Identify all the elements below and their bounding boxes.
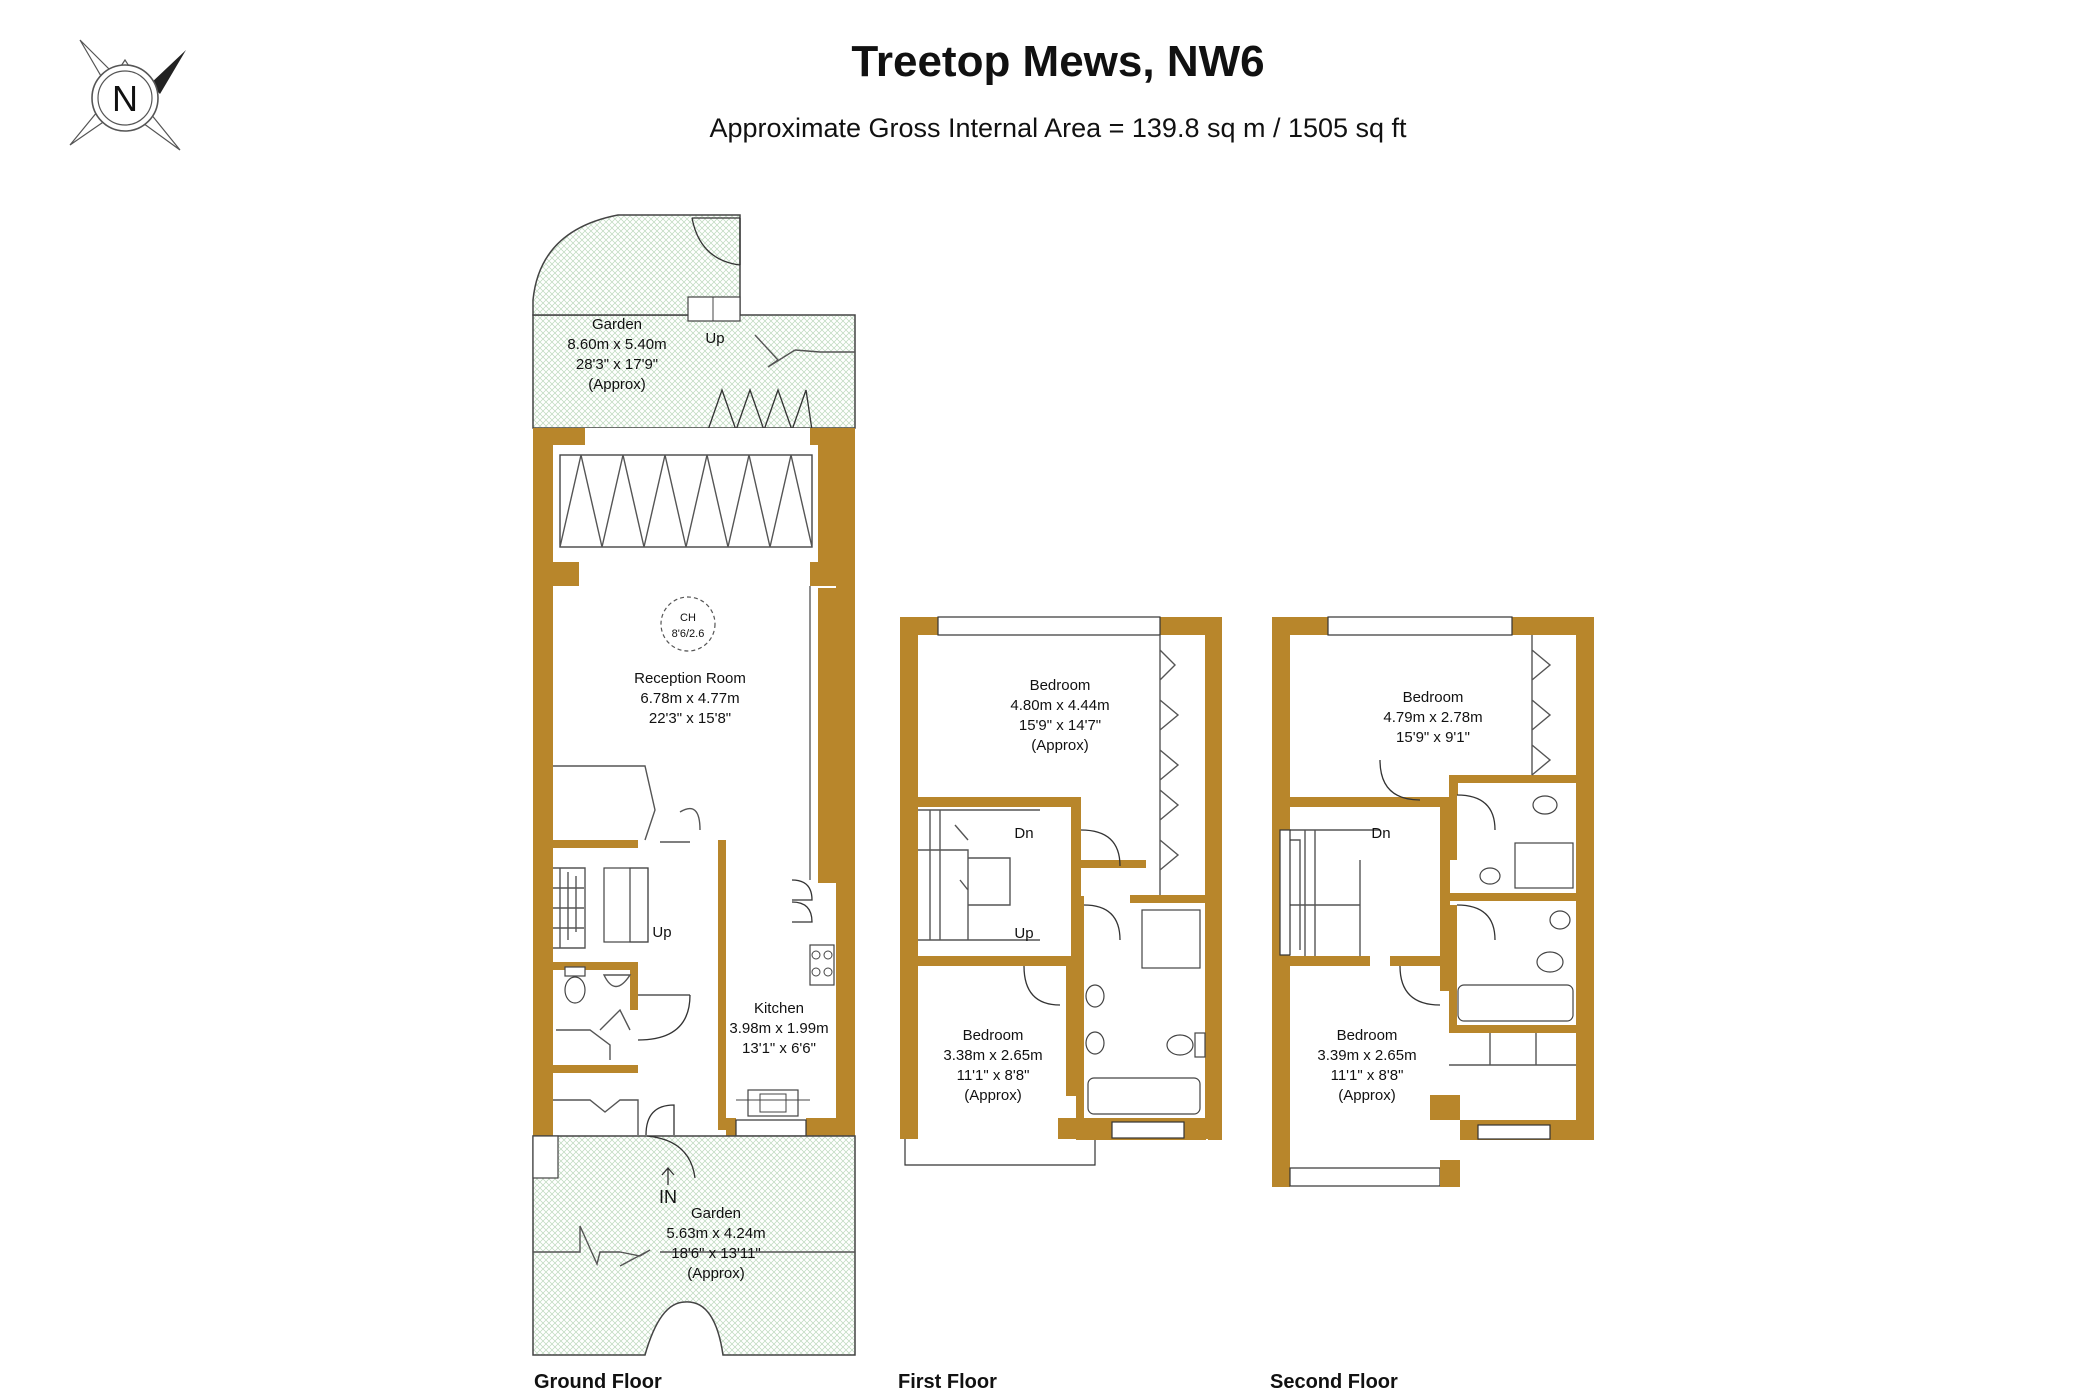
garden-up-label: Up	[705, 330, 725, 347]
rear-garden-imperial: 28'3" x 17'9"	[575, 356, 659, 373]
first-bedroom-1-metric: 4.80m x 4.44m	[1010, 697, 1110, 714]
second-bedroom-1-imperial: 15'9" x 9'1"	[1396, 729, 1470, 746]
front-garden-imperial: 18'6" x 13'11"	[671, 1245, 761, 1262]
entrance-label: IN	[659, 1187, 677, 1207]
ground-up-label: Up	[652, 924, 672, 941]
first-bedroom-1-imperial: 15'9" x 14'7"	[1018, 717, 1102, 734]
rear-garden-note: (Approx)	[588, 376, 646, 393]
second-bedroom-1-metric: 4.79m x 2.78m	[1383, 709, 1483, 726]
first-dn-label: Dn	[1014, 825, 1034, 842]
north-compass-icon	[70, 40, 186, 150]
first-bedroom-1-name: Bedroom	[1029, 677, 1091, 694]
ground-floor-label: Ground Floor	[534, 1371, 662, 1393]
first-bedroom-2-metric: 3.38m x 2.65m	[943, 1047, 1043, 1064]
compass-letter: N	[112, 78, 138, 119]
first-up-label: Up	[1014, 925, 1034, 942]
page-title: Treetop Mews, NW6	[851, 37, 1265, 86]
front-garden-name: Garden	[690, 1205, 742, 1222]
rear-garden-name: Garden	[591, 316, 643, 333]
first-bedroom-1-note: (Approx)	[1031, 737, 1089, 754]
front-garden-metric: 5.63m x 4.24m	[666, 1225, 766, 1242]
front-garden-note: (Approx)	[687, 1265, 745, 1282]
ceiling-code: CH	[680, 612, 696, 624]
page-subtitle: Approximate Gross Internal Area = 139.8 sq m / 1505 sq ft	[709, 113, 1407, 143]
reception-name: Reception Room	[634, 670, 746, 687]
reception-metric: 6.78m x 4.77m	[640, 690, 740, 707]
first-bedroom-2-note: (Approx)	[964, 1087, 1022, 1104]
reception-imperial: 22'3" x 15'8"	[648, 710, 732, 727]
first-bedroom-2-imperial: 11'1" x 8'8"	[956, 1067, 1030, 1084]
second-bedroom-2-note: (Approx)	[1338, 1087, 1396, 1104]
second-floor-label: Second Floor	[1270, 1371, 1398, 1393]
second-dn-label: Dn	[1371, 825, 1391, 842]
kitchen-metric: 3.98m x 1.99m	[729, 1020, 829, 1037]
second-bedroom-2-metric: 3.39m x 2.65m	[1317, 1047, 1417, 1064]
first-floor-label: First Floor	[898, 1371, 997, 1393]
kitchen-name: Kitchen	[753, 1000, 805, 1017]
second-bedroom-2-imperial: 11'1" x 8'8"	[1330, 1067, 1404, 1084]
kitchen-imperial: 13'1" x 6'6"	[742, 1040, 816, 1057]
second-bedroom-1-name: Bedroom	[1402, 689, 1464, 706]
first-bedroom-2-name: Bedroom	[962, 1027, 1024, 1044]
ground-floor-plan	[533, 215, 855, 1355]
ceiling-height: 8'6/2.6	[671, 628, 705, 640]
rear-garden-metric: 8.60m x 5.40m	[567, 336, 667, 353]
second-bedroom-2-name: Bedroom	[1336, 1027, 1398, 1044]
